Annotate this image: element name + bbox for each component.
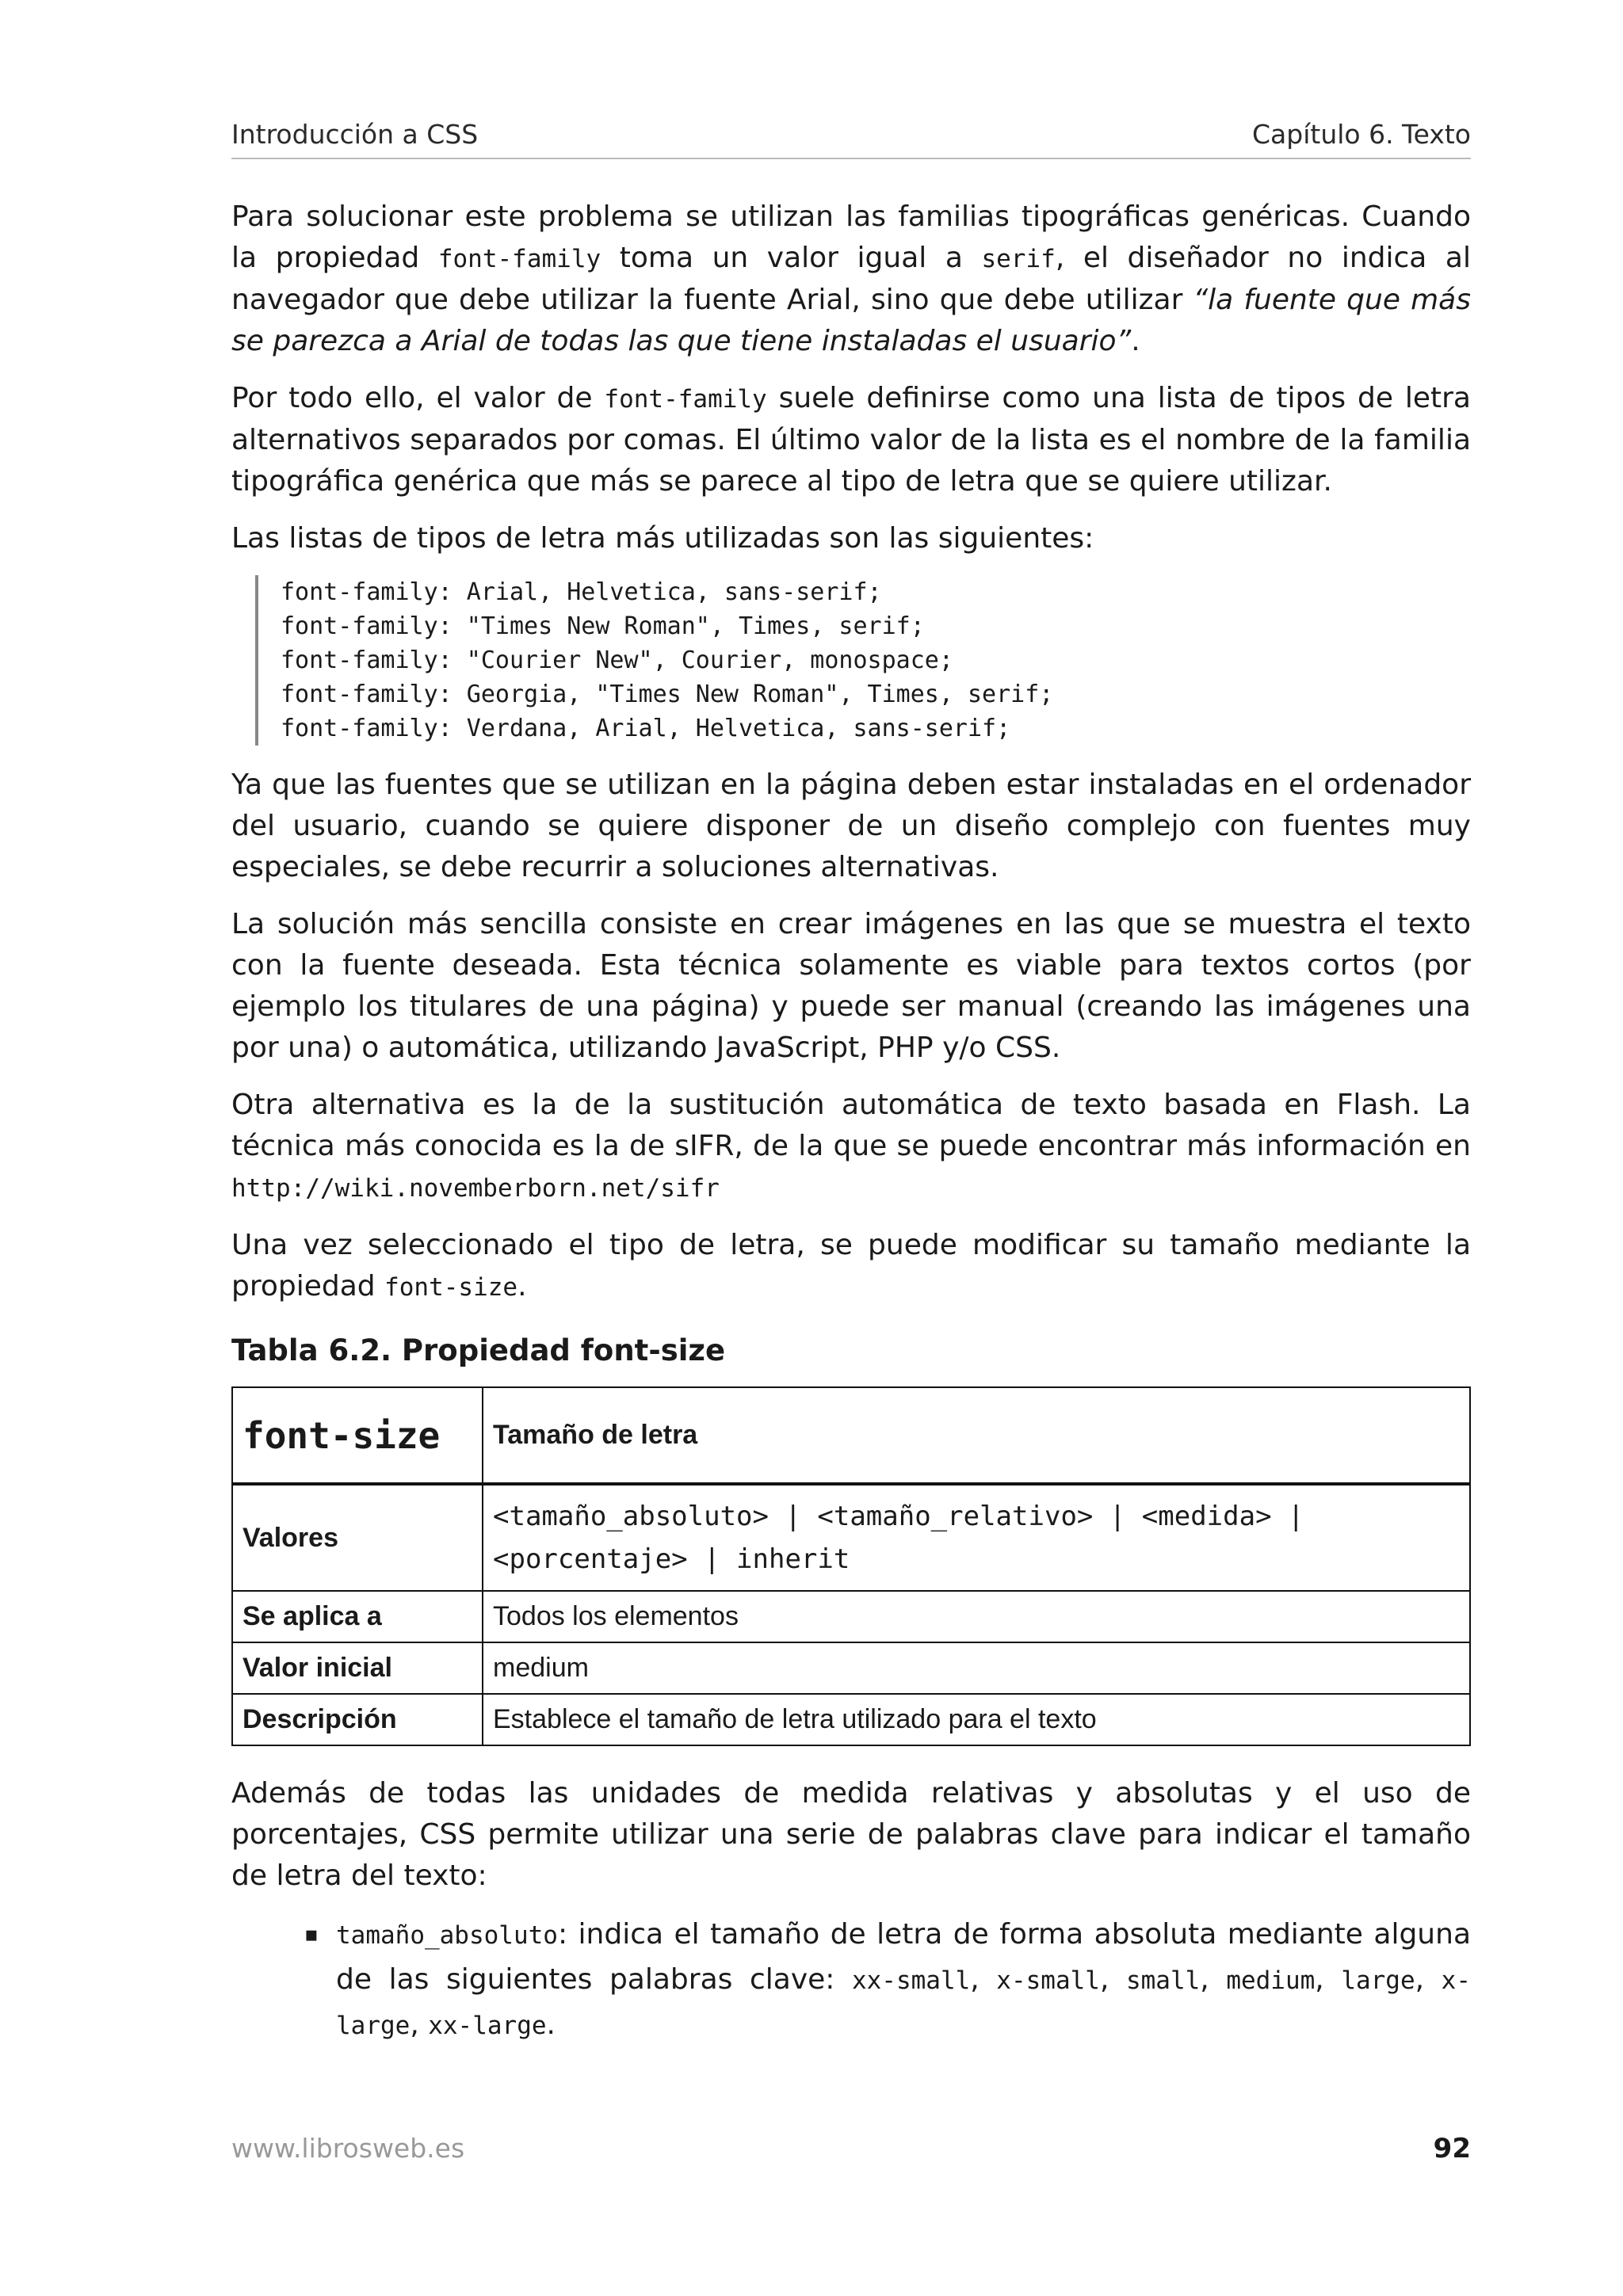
code-line: font-family: Georgia, "Times New Roman", Times, serif; (281, 681, 1054, 708)
row-value: Establece el tamaño de letra utilizado para el texto (483, 1694, 1470, 1745)
row-value: medium (483, 1642, 1470, 1694)
table-row (232, 1694, 1470, 1745)
row-key: Valor inicial (232, 1642, 483, 1694)
row-key: Valores (232, 1484, 483, 1591)
inline-code: serif (981, 245, 1056, 273)
paragraph-installed-fonts: Ya que las fuentes que se utilizan en la página deben estar instaladas en el ordenador del usuario, cuando se quiere disponer de un diseño complejo con fuentes muy especiales, se debe recurrir a soluciones alternativas. (231, 769, 1471, 883)
row-key: Se aplica a (232, 1591, 483, 1642)
property-description-cell: Tamaño de letra (483, 1387, 1470, 1484)
table-row (232, 1591, 1470, 1642)
row-value: <tamaño_absoluto> | <tamaño_relativo> | <medida> | <porcentaje> | inherit (483, 1484, 1470, 1591)
paragraph-common-lists: Las listas de tipos de letra más utilizadas son las siguientes: (231, 522, 1094, 555)
sifr-link[interactable]: http://wiki.novemberborn.net/sifr (231, 1174, 720, 1203)
site-url: www.librosweb.es (231, 2133, 465, 2164)
page-content (231, 196, 1471, 2048)
table-caption: Tabla 6.2. Propiedad font-size (231, 1333, 726, 1367)
code-line: font-family: "Times New Roman", Times, serif; (281, 612, 925, 640)
code-line: font-family: Verdana, Arial, Helvetica, sans-serif; (281, 715, 1011, 742)
paragraph-font-size-intro: Una vez seleccionado el tipo de letra, se puede modificar su tamaño mediante la propiedad font-size. (231, 1229, 1471, 1302)
list-item: ▪ tamaño_absoluto: indica el tamaño de letra de forma absoluta mediante alguna de las siguientes palabras clave: xx-small, x-small, small, medium, large, x-large, xx-large. (304, 1913, 1471, 2048)
property-name-cell: font-size (232, 1387, 483, 1484)
paragraph-image-solution: La solución más sencilla consiste en crear imágenes en las que se muestra el texto con la fuente deseada. Esta técnica solamente es viable para textos cortos (por ejemplo los titulares de una página) y puede ser manual (creando las imágenes una por una) o automática, utilizando JavaScript, PHP y/o CSS. (231, 908, 1471, 1064)
code-block (255, 575, 1471, 746)
page-footer (231, 2133, 1471, 2164)
table-header-row (232, 1387, 1470, 1484)
page-number: 92 (1433, 2133, 1471, 2164)
table-row (232, 1484, 1470, 1591)
bullet-marker-icon: ▪ (304, 1923, 319, 1947)
chapter-title: Capítulo 6. Texto (1252, 119, 1471, 150)
book-title: Introducción a CSS (231, 119, 479, 150)
inline-code: font-size (384, 1273, 518, 1302)
code-line: font-family: Arial, Helvetica, sans-serif; (281, 578, 882, 606)
inline-code: font-family (604, 385, 767, 414)
paragraph-flash-solution: Otra alternativa es la de la sustitución automática de texto basada en Flash. La técnica más conocida es la de sIFR, de la que se puede encontrar más información en http://wiki.novemberborn.net/sifr (231, 1089, 1471, 1203)
inline-code: font-family (437, 245, 601, 273)
row-key: Descripción (232, 1694, 483, 1745)
page-header (231, 119, 1471, 159)
property-table (231, 1386, 1471, 1746)
code-line: font-family: "Courier New", Courier, monospace; (281, 646, 953, 674)
paragraph-generic-families: Para solucionar este problema se utilizan las familias tipográficas genéricas. Cuando la propiedad font-family toma un valor igual a serif, el diseñador no indica al navegador que debe utilizar la fuente Arial, sino que debe utilizar “la fuente que más se parezca a Arial de todas las que tiene instaladas el usuario”. (231, 200, 1471, 357)
row-value: Todos los elementos (483, 1591, 1470, 1642)
paragraph-keywords-intro: Además de todas las unidades de medida relativas y absolutas y el uso de porcentajes, CSS permite utilizar una serie de palabras clave para indicar el tamaño de letra del texto: (231, 1777, 1471, 1892)
paragraph-font-list: Por todo ello, el valor de font-family suele definirse como una lista de tipos de letra alternativos separados por comas. El último valor de la lista es el nombre de la familia tipográfica genérica que más se parece al tipo de letra que se quiere utilizar. (231, 382, 1471, 498)
bullet-list (231, 1913, 1471, 2048)
table-row (232, 1642, 1470, 1694)
emphasis-quote: “la fuente que más se parezca a Arial de todas las que tiene instaladas el usuario” (231, 284, 1471, 357)
